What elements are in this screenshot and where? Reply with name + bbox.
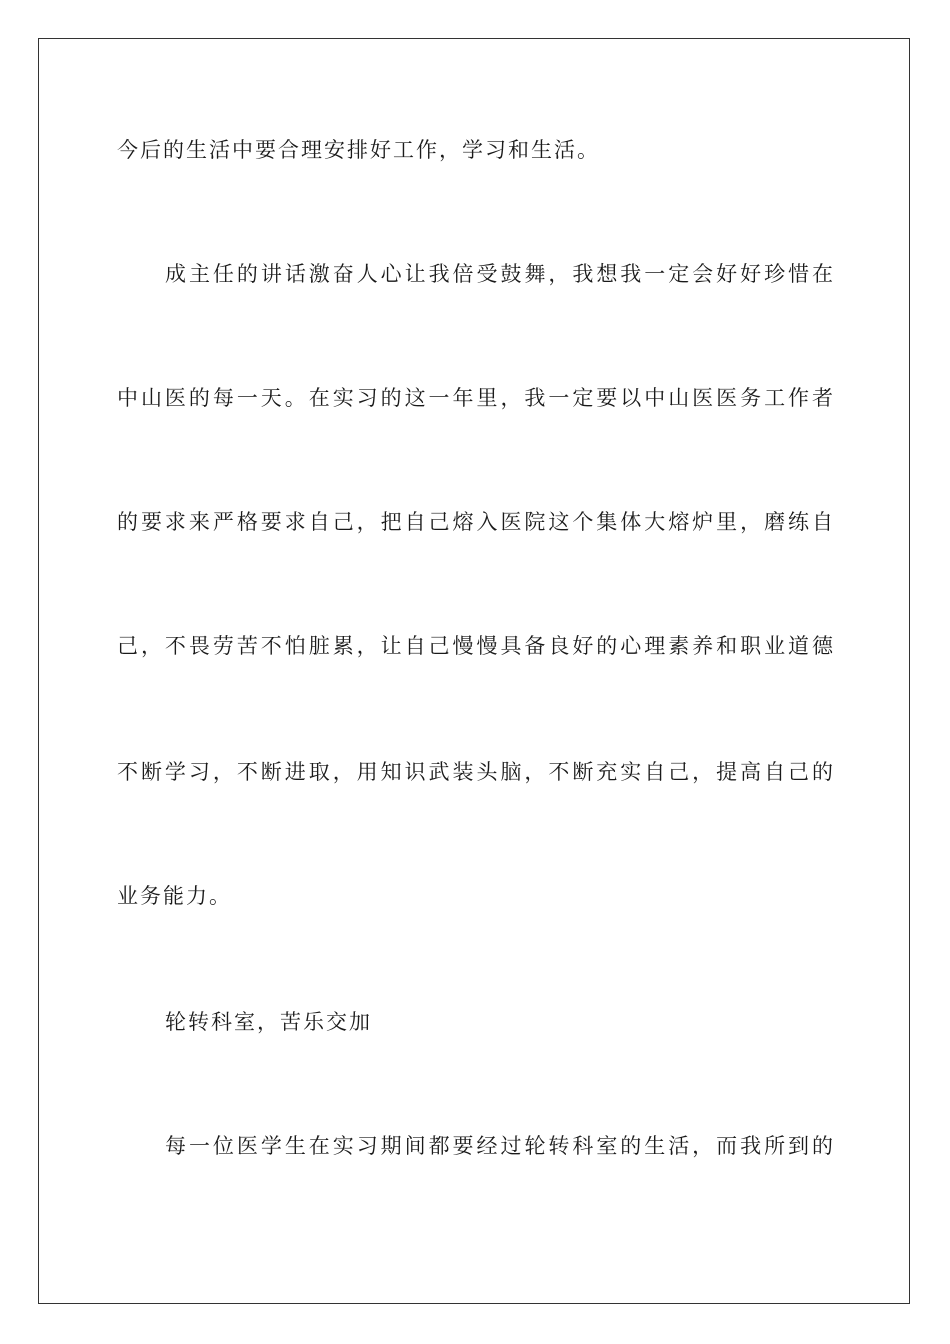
text-line-6: 不断学习，不断进取，用知识武装头脑，不断充实自己，提高自己的 <box>117 760 833 784</box>
text-line-4: 的要求来严格要求自己，把自己熔入医院这个集体大熔炉里，磨练自 <box>117 510 833 534</box>
text-line-5: 己，不畏劳苦不怕脏累，让自己慢慢具备良好的心理素养和职业道德 <box>117 634 833 658</box>
section-heading: 轮转科室，苦乐交加 <box>165 1010 372 1034</box>
text-line-3: 中山医的每一天。在实习的这一年里，我一定要以中山医医务工作者 <box>117 386 833 410</box>
text-line-9: 每一位医学生在实习期间都要经过轮转科室的生活，而我所到的 <box>165 1134 833 1158</box>
text-line-1: 今后的生活中要合理安排好工作，学习和生活。 <box>117 138 600 162</box>
text-line-2: 成主任的讲话激奋人心让我倍受鼓舞，我想我一定会好好珍惜在 <box>165 262 833 286</box>
text-line-7: 业务能力。 <box>117 884 232 908</box>
page-border <box>38 38 910 1304</box>
